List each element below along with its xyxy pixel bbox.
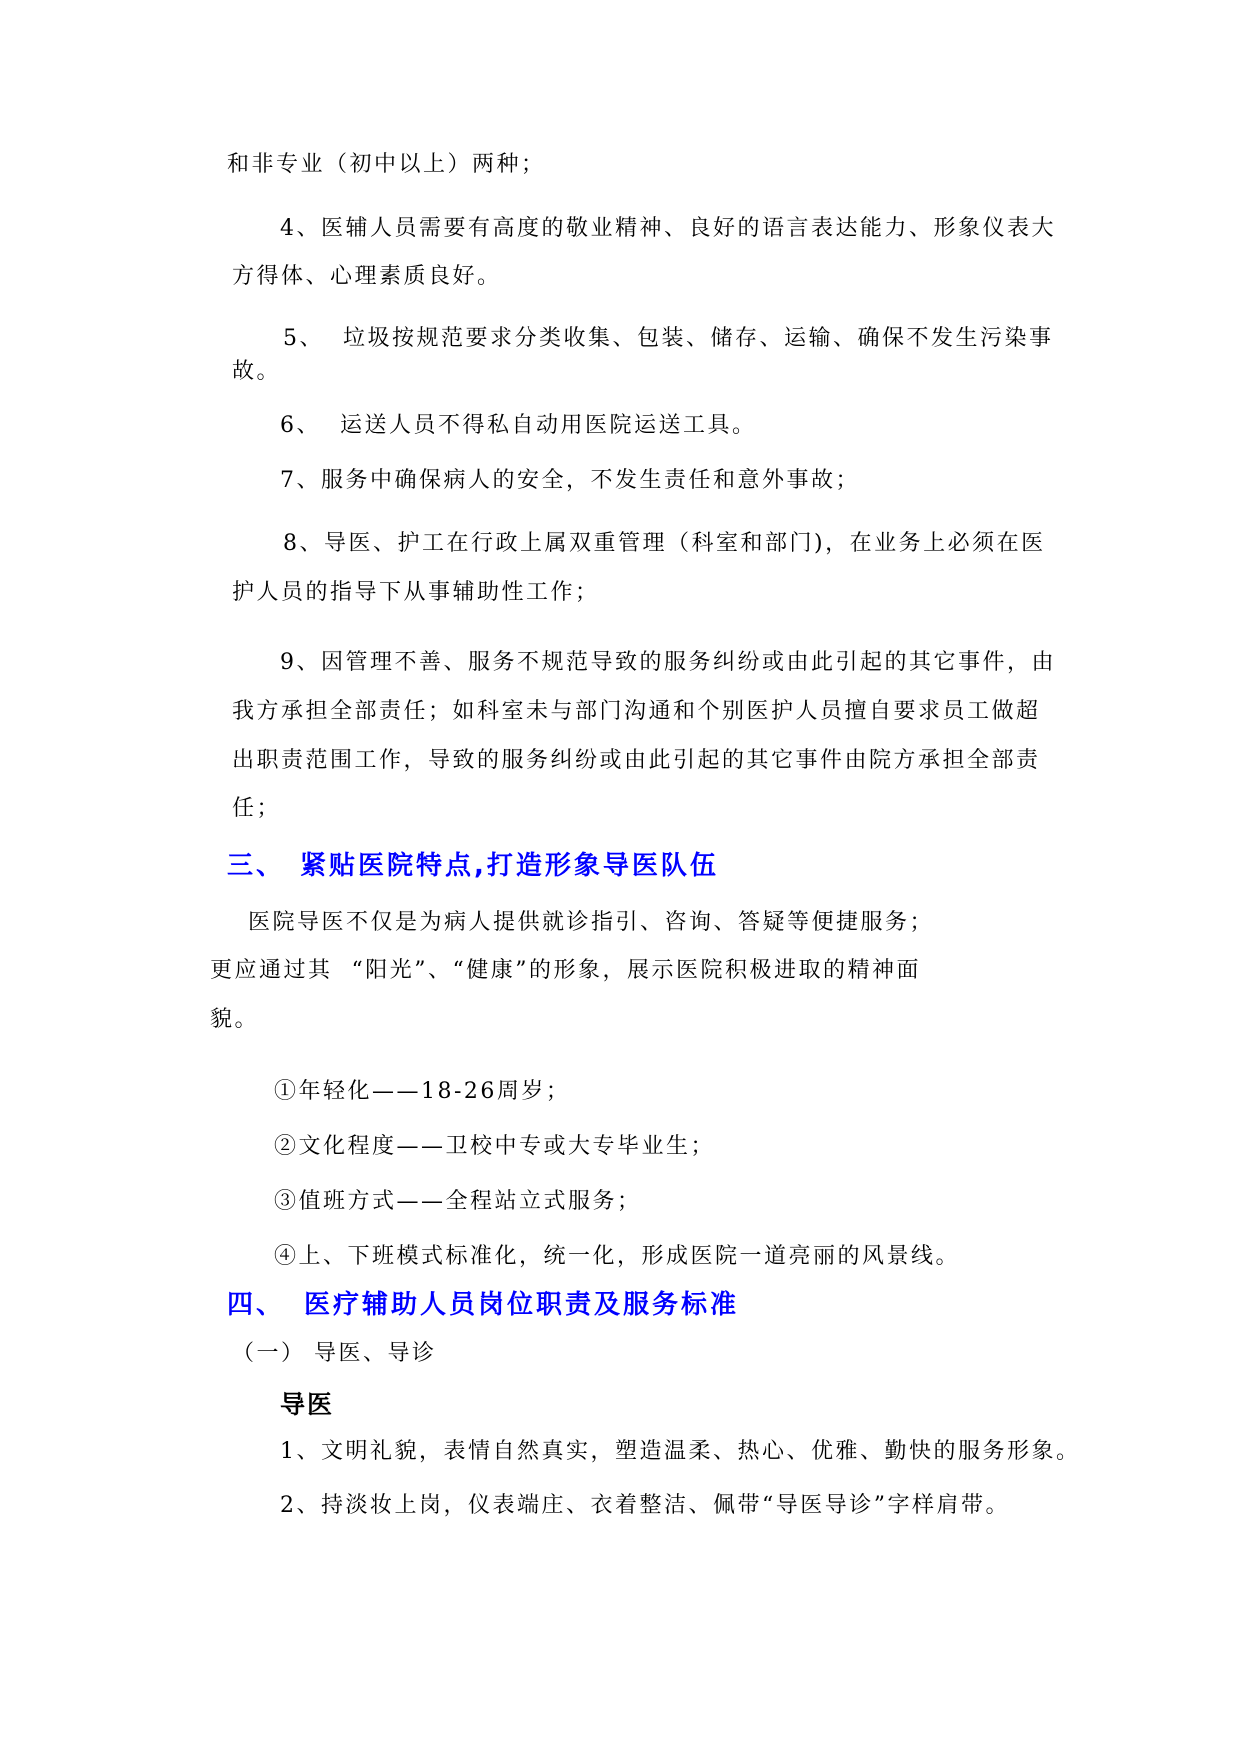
duty-item: 1、文明礼貌，表情自然真实，塑造温柔、热心、优雅、勤快的服务形象。	[280, 1439, 1081, 1464]
requirement-line: 9、因管理不善、服务不规范导致的服务纠纷或由此引起的其它事件，由	[280, 650, 1056, 675]
requirement-line: 出职责范围工作，导致的服务纠纷或由此引起的其它事件由院方承担全部责	[232, 748, 1041, 773]
intro-line: 医院导医不仅是为病人提供就诊指引、咨询、答疑等便捷服务；	[248, 910, 935, 935]
section-3-number: 三、	[227, 851, 286, 881]
duty-item: 2、持淡妆上岗，仪表端庄、衣着整洁、佩带“导医导诊”字样肩带。	[280, 1493, 1010, 1518]
subsection-number: （一）	[232, 1341, 306, 1366]
role-heading: 导医	[280, 1390, 335, 1419]
section-3-title: 紧贴医院特点,打造形象导医队伍	[300, 851, 719, 881]
section-4-number: 四、	[227, 1290, 286, 1320]
point-item: ②文化程度——卫校中专或大专毕业生；	[274, 1134, 716, 1159]
requirement-line: 故。	[232, 359, 282, 384]
point-item: ④上、下班模式标准化，统一化，形成医院一道亮丽的风景线。	[274, 1244, 961, 1269]
requirement-line: 8、导医、护工在行政上属双重管理（科室和部门)，在业务上必须在医	[283, 531, 1046, 556]
intro-line: 更应通过其 “阳光”、“健康”的形象，展示医院积极进取的精神面	[210, 958, 921, 983]
requirement-line: 护人员的指导下从事辅助性工作；	[232, 580, 600, 605]
intro-line: 貌。	[210, 1007, 260, 1032]
point-item: ①年轻化——18-26周岁；	[274, 1079, 571, 1104]
requirement-line: 6、 运送人员不得私自动用医院运送工具。	[280, 413, 757, 438]
point-item: ③值班方式——全程站立式服务；	[274, 1189, 642, 1214]
requirement-line: 7、服务中确保病人的安全，不发生责任和意外事故；	[280, 468, 860, 493]
requirement-line: 4、医辅人员需要有高度的敬业精神、良好的语言表达能力、形象仪表大	[280, 216, 1056, 241]
requirement-line: 方得体、心理素质良好。	[232, 264, 502, 289]
section-4-title: 医疗辅助人员岗位职责及服务标准	[304, 1290, 740, 1320]
subsection-title: 导医、导诊	[314, 1341, 437, 1366]
requirement-line: 任；	[232, 796, 282, 821]
requirement-line: 5、 垃圾按规范要求分类收集、包装、储存、运输、确保不发生污染事	[283, 326, 1054, 351]
requirement-line: 和非专业（初中以上）两种；	[227, 152, 546, 177]
requirement-line: 我方承担全部责任；如科室未与部门沟通和个别医护人员擅自要求员工做超	[232, 699, 1041, 724]
